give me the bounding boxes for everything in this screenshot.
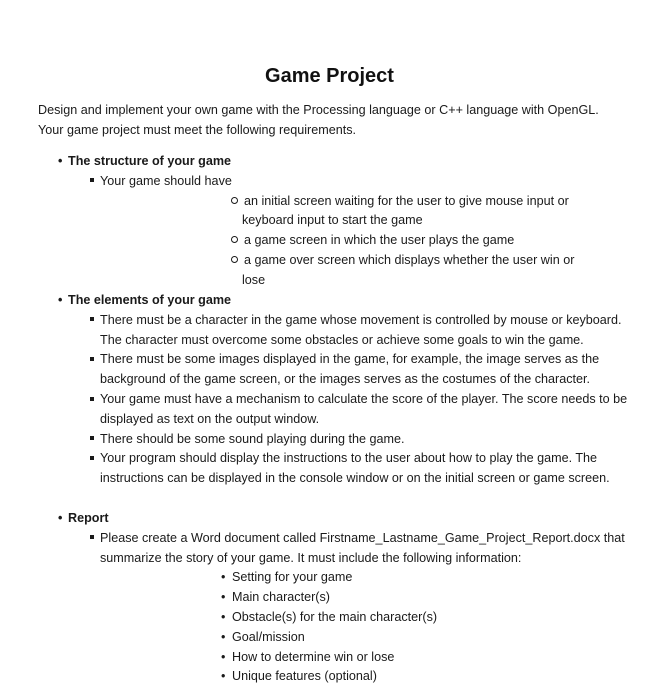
- list-item: • Obstacle(s) for the main character(s): [100, 608, 629, 628]
- square-bullet-icon: [90, 535, 94, 539]
- page-title: Game Project: [265, 65, 394, 87]
- structure-list: [0, 172, 659, 291]
- square-bullet-icon: [90, 436, 94, 440]
- list-item: • Goal/mission: [100, 628, 629, 648]
- list-item: There should be some sound playing during the game.: [0, 430, 659, 450]
- report-list: [0, 529, 659, 687]
- square-bullet-icon: [90, 357, 94, 361]
- square-bullet-icon: [90, 456, 94, 460]
- list-item: There must be a character in the game whose movement is controlled by mouse or keyboard. The character must overcome some obstacles or achieve some goals to win the game.: [0, 311, 659, 351]
- list-item: • Setting for your game: [100, 568, 629, 588]
- list-item: a game screen in which the user plays the game: [100, 231, 629, 251]
- square-bullet-icon: [90, 397, 94, 401]
- intro-line: Your game project must meet the following requirements.: [38, 122, 357, 137]
- square-bullet-icon: [90, 317, 94, 321]
- report-sublist: [100, 568, 629, 687]
- bullet-icon: •: [221, 570, 226, 585]
- section-elements: [0, 291, 659, 489]
- list-item: Please create a Word document called Firstname_Lastname_Game_Project_Report.docx that summarize the story of your game. It must include the following information: • Setting for your game • Main character(s) • Obstacle(s) for the main character(s) • Goal/mission • How to determine win or lose • Unique features (optional): [0, 529, 659, 687]
- list-item: • Unique features (optional): [100, 667, 629, 687]
- list-item: Your game must have a mechanism to calculate the score of the player. The score needs to be displayed as text on the output window.: [0, 390, 659, 430]
- circle-bullet-icon: [231, 256, 238, 263]
- list-item: • How to determine win or lose: [100, 648, 629, 668]
- bullet-icon: •: [221, 649, 226, 664]
- bullet-icon: •: [221, 629, 226, 644]
- section-heading: • Report: [0, 509, 659, 529]
- list-item: Your game should have an initial screen waiting for the user to give mouse input or keyboard input to start the game a game screen in which the user plays the game a game over screen which displays whether the user win or lose: [0, 172, 659, 291]
- bullet-icon: •: [221, 669, 226, 684]
- section-heading: • The elements of your game: [0, 291, 659, 311]
- list-item: There must be some images displayed in the game, for example, the image serves as the background of the game screen, or the images serves as the costumes of the character.: [0, 350, 659, 390]
- list-item: • Main character(s): [100, 588, 629, 608]
- intro-line: Design and implement your own game with the Processing language or C++ language with OpenGL.: [38, 103, 599, 117]
- section-report: [0, 509, 659, 687]
- circle-bullet-icon: [231, 236, 238, 243]
- section-structure: [0, 152, 659, 291]
- circle-bullet-icon: [231, 197, 238, 204]
- list-item: a game over screen which displays whether the user win or lose: [100, 251, 629, 291]
- intro-paragraph: [38, 101, 638, 141]
- bullet-icon: •: [221, 590, 226, 605]
- section-heading: • The structure of your game: [0, 152, 659, 172]
- square-bullet-icon: [90, 178, 94, 182]
- list-item: an initial screen waiting for the user to give mouse input or keyboard input to start the game: [100, 192, 629, 232]
- bullet-icon: •: [58, 511, 63, 525]
- elements-list: [0, 311, 659, 489]
- structure-sublist: [100, 192, 629, 291]
- list-item: Your program should display the instructions to the user about how to play the game. The instructions can be displayed in the console window or on the initial screen or game screen.: [0, 449, 659, 489]
- bullet-icon: •: [58, 293, 63, 307]
- bullet-icon: •: [221, 609, 226, 624]
- bullet-icon: •: [58, 154, 63, 168]
